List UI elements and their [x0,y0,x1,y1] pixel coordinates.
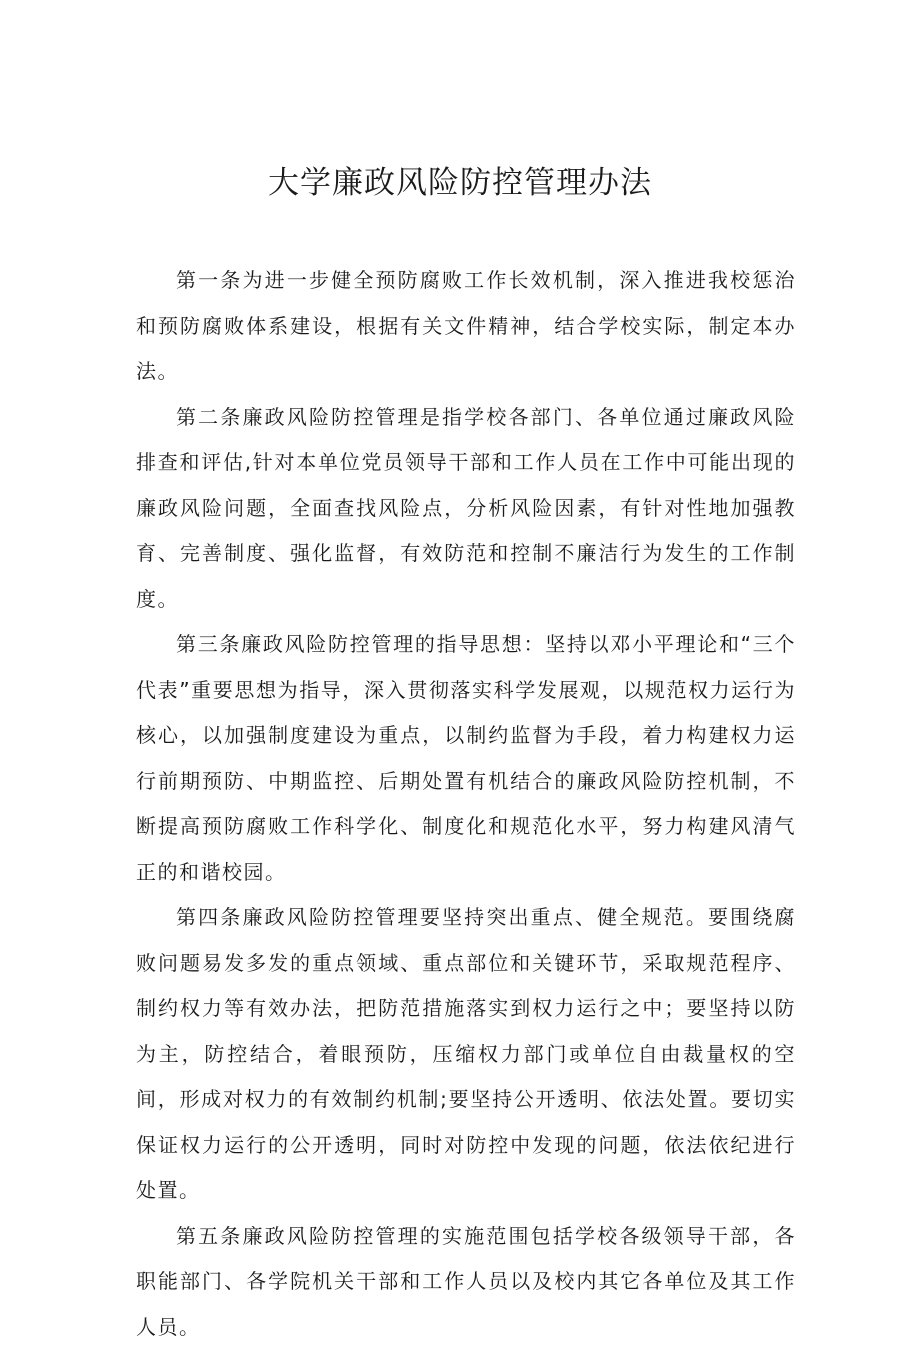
article-4-paragraph: 第四条廉政风险防控管理要坚持突出重点、健全规范。要围绕腐败问题易发多发的重点领域、重点部位和关键环节，采取规范程序、制约权力等有效办法，把防范措施落实到权力运行之中；要坚持以防为主，防控结合，着眼预防，压缩权力部门或单位自由裁量权的空间，形成对权力的有效制约机制;要坚持公开透明、依法处置。要切实保证权力运行的公开透明，同时对防控中发现的问题，依法依纪进行处置。 [136,895,796,1214]
article-1-paragraph: 第一条为进一步健全预防腐败工作长效机制，深入推进我校惩治和预防腐败体系建设，根据有关文件精神，结合学校实际，制定本办法。 [136,258,796,395]
article-2-paragraph: 第二条廉政风险防控管理是指学校各部门、各单位通过廉政风险排查和评估,针对本单位党员领导干部和工作人员在工作中可能出现的廉政风险问题，全面查找风险点，分析风险因素，有针对性地加强教育、完善制度、强化监督，有效防范和控制不廉洁行为发生的工作制度。 [136,395,796,623]
document-body [136,258,796,1350]
article-5-paragraph: 第五条廉政风险防控管理的实施范围包括学校各级领导干部，各职能部门、各学院机关干部和工作人员以及校内其它各单位及其工作人员。 [136,1214,796,1350]
article-3-paragraph: 第三条廉政风险防控管理的指导思想：坚持以邓小平理论和“三个代表”重要思想为指导，深入贯彻落实科学发展观，以规范权力运行为核心，以加强制度建设为重点，以制约监督为手段，着力构建权力运行前期预防、中期监控、后期处置有机结合的廉政风险防控机制，不断提高预防腐败工作科学化、制度化和规范化水平，努力构建风清气正的和谐校园。 [136,622,796,895]
document-title: 大学廉政风险防控管理办法 [0,158,920,208]
